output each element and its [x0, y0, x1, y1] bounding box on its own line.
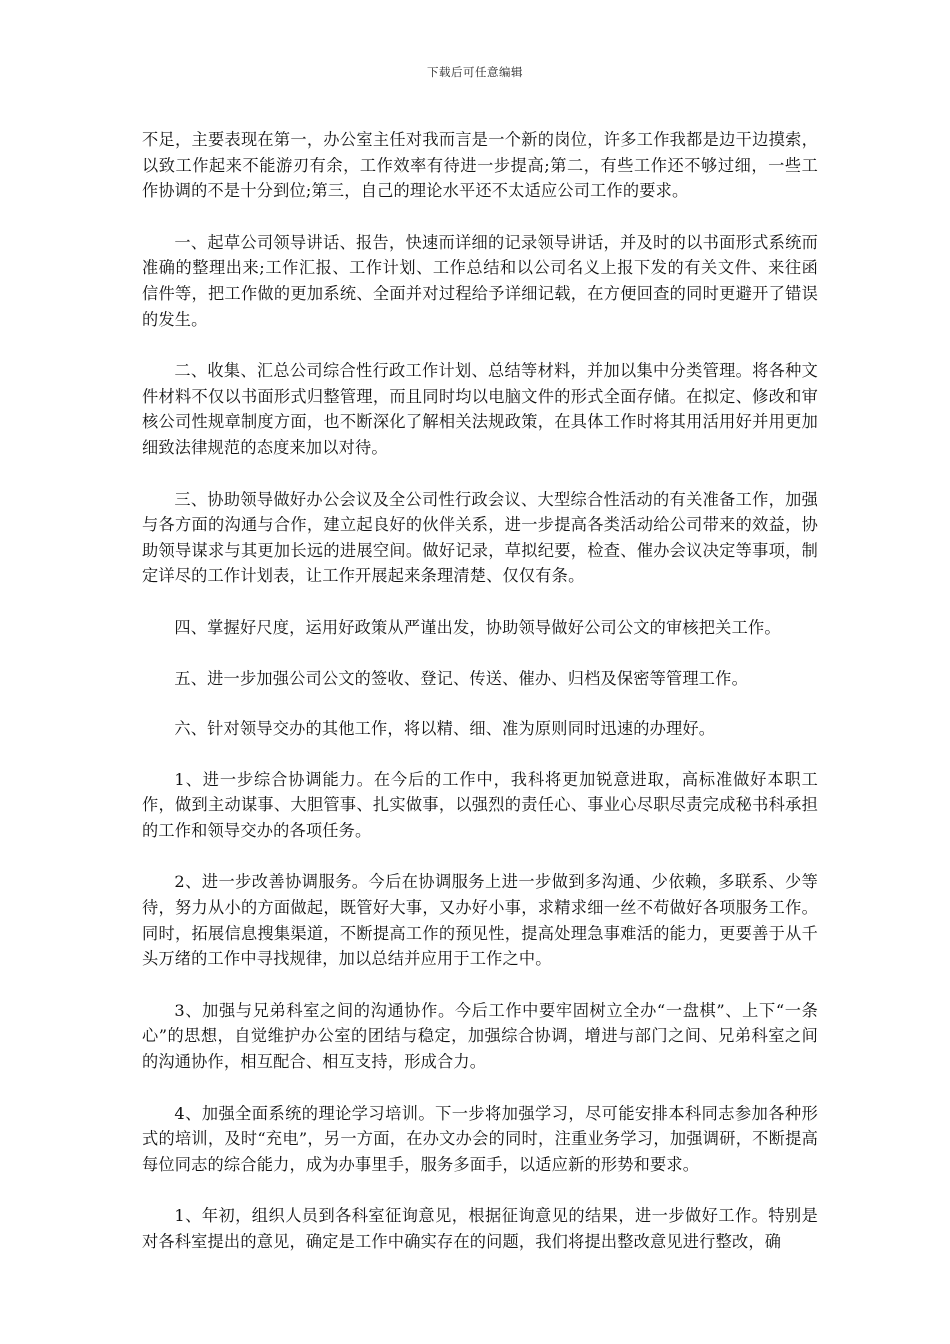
paragraph-continuation: 不足，主要表现在第一，办公室主任对我而言是一个新的岗位，许多工作我都是边干边摸索，以致工作起来不能游刃有余，工作效率有待进一步提高;第二，有些工作还不够过细，一些工作协调的不是十分到位;第三，自己的理论水平还不太适应公司工作的要求。 — [142, 130, 818, 201]
page-header: 下载后可任意编辑 — [427, 65, 523, 79]
paragraph-item-3: 三、协助领导做好办公会议及全公司性行政会议、大型综合性活动的有关准备工作，加强与各方面的沟通与合作，建立起良好的伙伴关系，进一步提高各类活动给公司带来的效益，协助领导谋求与其更加长远的进展空间。做好记录，草拟纪要，检查、催办会议决定等事项，制定详尽的工作计划表，让工作开展起来条理清楚、仅仅有条。 — [142, 489, 818, 586]
paragraph-plan-1: 1、年初，组织人员到各科室征询意见，根据征询意见的结果，进一步做好工作。特别是对各科室提出的意见，确定是工作中确实存在的问题，我们将提出整改意见进行整改，确 — [142, 1206, 818, 1251]
paragraph-measure-2: 2、进一步改善协调服务。今后在协调服务上进一步做到多沟通、少依赖，多联系、少等待，努力从小的方面做起，既管好大事，又办好小事，求精求细一丝不苟做好各项服务工作。同时，拓展信息搜集渠道，不断提高工作的预见性，提高处理急事难活的能力，更要善于从千头万绪的工作中寻找规律，加以总结并应用于工作之中。 — [142, 872, 818, 969]
document-body — [142, 127, 818, 1281]
paragraph-item-1: 一、起草公司领导讲话、报告，快速而详细的记录领导讲话，并及时的以书面形式系统而准确的整理出来;工作汇报、工作计划、工作总结和以公司名义上报下发的有关文件、来往函信件等，把工作做的更加系统、全面并对过程给予详细记载，在方便回查的同时更避开了错误的发生。 — [142, 232, 818, 329]
paragraph-item-6: 六、针对领导交办的其他工作，将以精、细、准为原则同时迅速的办理好。 — [174, 719, 716, 739]
paragraph-item-4: 四、掌握好尺度，运用好政策从严谨出发，协助领导做好公司公文的审核把关工作。 — [174, 617, 781, 637]
paragraph-measure-4: 4、加强全面系统的理论学习培训。下一步将加强学习，尽可能安排本科同志参加各种形式的培训，及时“充电”，另一方面，在办文办会的同时，注重业务学习，加强调研，不断提高每位同志的综合能力，成为办事里手，服务多面手，以适应新的形势和要求。 — [142, 1103, 818, 1174]
paragraph-measure-3: 3、加强与兄弟科室之间的沟通协作。今后工作中要牢固树立全办“一盘棋”、上下“一条心”的思想，自觉维护办公室的团结与稳定，加强综合协调，增进与部门之间、兄弟科室之间的沟通协作，相互配合、相互支持，形成合力。 — [142, 1000, 818, 1072]
paragraph-measure-1: 1、进一步综合协调能力。在今后的工作中，我科将更加锐意进取，高标准做好本职工作，做到主动谋事、大胆管事、扎实做事，以强烈的责任心、事业心尽职尽责完成秘书科承担的工作和领导交办的各项任务。 — [142, 769, 818, 840]
paragraph-item-2: 二、收集、汇总公司综合性行政工作计划、总结等材料，并加以集中分类管理。将各种文件材料不仅以书面形式归整管理，而且同时均以电脑文件的形式全面存储。在拟定、修改和审核公司性规章制度方面，也不断深化了解相关法规政策，在具体工作时将其用活用好并用更加细致法律规范的态度来加以对待。 — [142, 361, 818, 457]
paragraph-item-5: 五、进一步加强公司公文的签收、登记、传送、催办、归档及保密等管理工作。 — [174, 668, 748, 688]
